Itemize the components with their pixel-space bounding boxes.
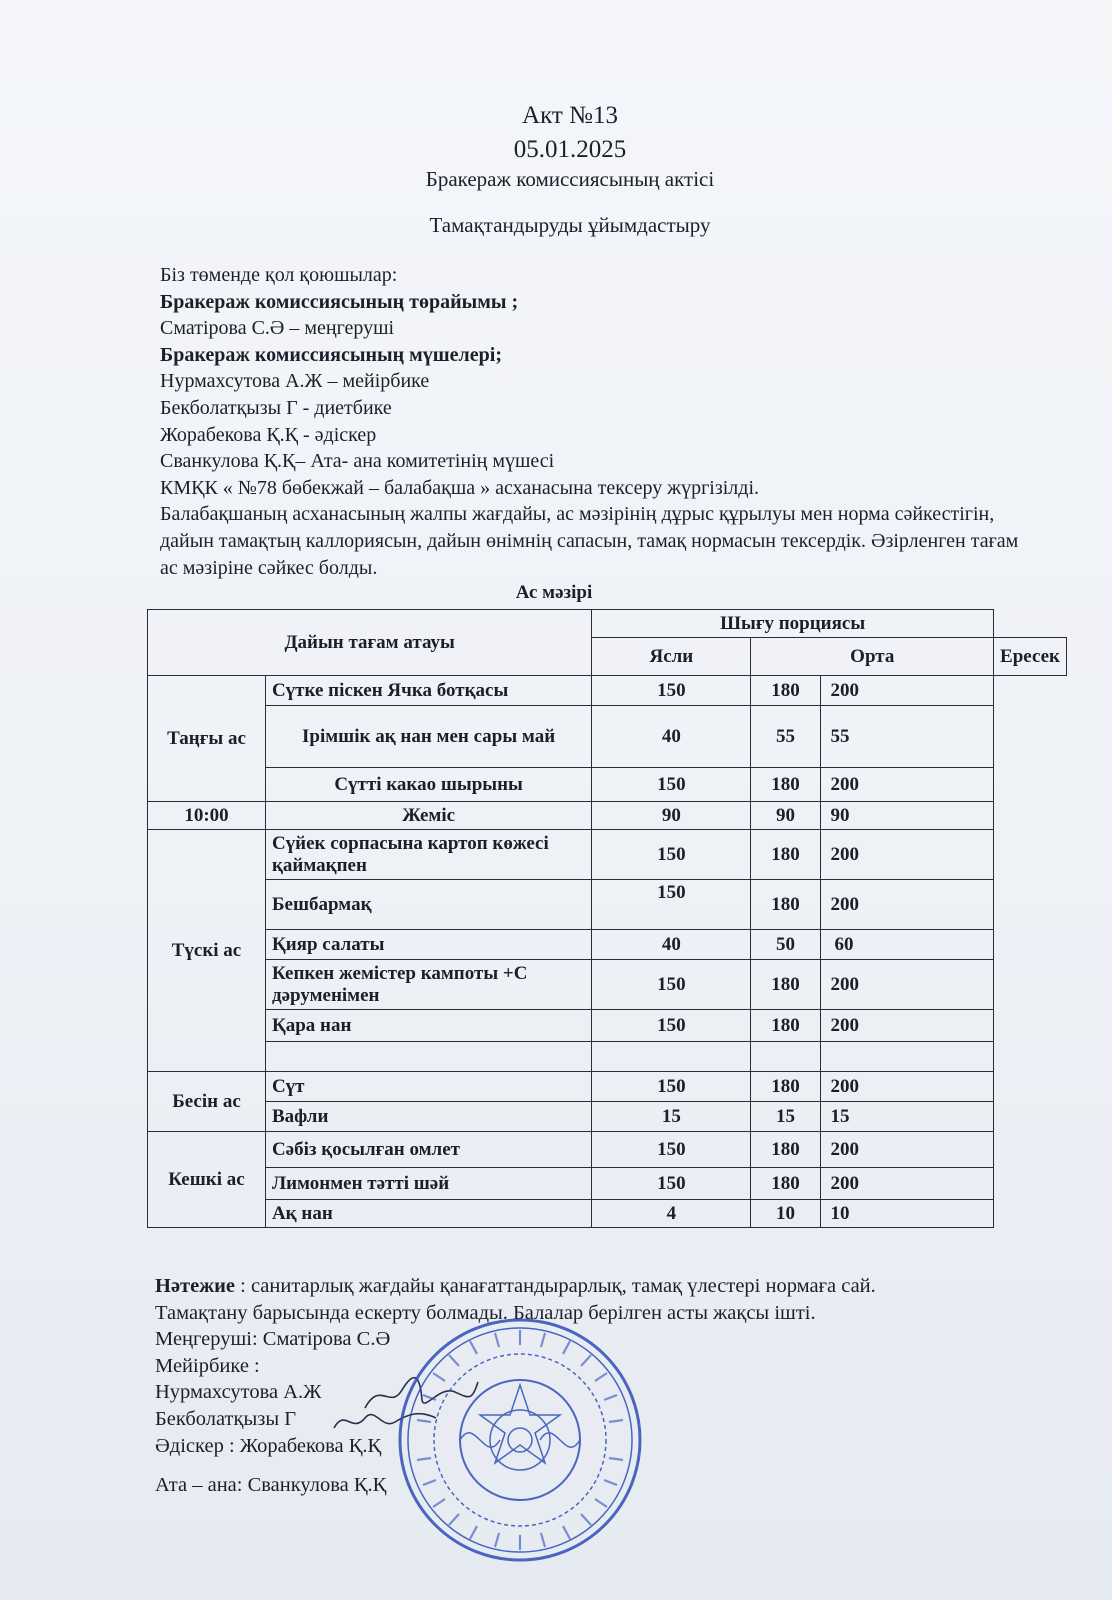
intro-line: Біз төменде қол қоюшылар: [160, 264, 398, 286]
conclusion-line [155, 1273, 1035, 1300]
eresek-cell: 200 [820, 1010, 994, 1042]
orta-cell: 180 [751, 830, 820, 880]
eresek-cell: 200 [820, 1168, 994, 1200]
meal-lunch: Түскі ас [148, 830, 266, 1072]
col-dish-header: Дайын тағам атауы [148, 610, 592, 676]
dish-cell: Ақ нан [265, 1200, 591, 1228]
eresek-cell: 200 [820, 1132, 994, 1168]
dish-cell: Сүйек сорпасына картоп көжесі қаймақпен [265, 830, 591, 880]
meal-breakfast: Таңғы ас [148, 676, 266, 802]
col-eresek-header: Ересек [994, 638, 1067, 676]
intro-paragraph: Балабақшаның асханасының жалпы жағдайы, ас мәзірінің дұрыс құрылуы мен норма сәйкестігін, дайын тамақтың каллориясын, дайын өнімнің сапасын, тамақ нормасын тексердік. Әзірленген тағам ас мәзіріне сәйкес болды. [160, 503, 1019, 579]
dish-cell: Бешбармақ [265, 880, 591, 930]
orta-cell: 180 [751, 768, 820, 802]
eresek-cell: 200 [820, 830, 994, 880]
table-row [148, 830, 1067, 880]
table-row-empty [148, 1042, 1067, 1072]
table-header-row [148, 610, 1067, 638]
official-stamp-icon [395, 1315, 645, 1565]
table-row [148, 1072, 1067, 1102]
dish-cell: Қияр салаты [265, 930, 591, 960]
act-subtitle: Бракераж комиссиясының актісі [425, 167, 715, 191]
yasli-cell: 150 [592, 1072, 751, 1102]
table-row [148, 1200, 1067, 1228]
act-date: 05.01.2025 [513, 136, 627, 163]
dish-cell: Сәбіз қосылған омлет [265, 1132, 591, 1168]
orta-cell: 55 [751, 706, 820, 768]
intro-line: КМҚК « №78 бөбекжай – балабақша » асханасына тексеру жүргізілді. [160, 476, 759, 499]
dish-cell: Қара нан [265, 1010, 591, 1042]
yasli-cell: 150 [592, 960, 751, 1010]
col-yasli-header: Ясли [592, 638, 751, 676]
signature-parent: Ата – ана: Сванкулова Қ.Қ [155, 1474, 387, 1497]
menu-table [147, 609, 1067, 1228]
orta-cell: 15 [751, 1102, 820, 1132]
dish-cell: Жеміс [265, 802, 591, 830]
eresek-cell: 60 [820, 930, 994, 960]
footer-line: Тамақтану барысында ескерту болмады. Балалар берілген асты жақсы ішті. [155, 1301, 816, 1324]
intro-line: Сванкулова Қ.Қ– Ата- ана комитетінің мүшесі [160, 450, 555, 473]
intro-block [160, 262, 1040, 581]
orta-cell: 180 [751, 1010, 820, 1042]
table-row [148, 1102, 1067, 1132]
orta-cell: 180 [751, 960, 820, 1010]
orta-cell: 90 [751, 802, 820, 830]
intro-line: Сматірова С.Ә – меңгеруші [160, 317, 395, 340]
meal-afternoon: Бесін ас [148, 1072, 266, 1132]
empty-cell [820, 1042, 994, 1072]
dish-cell: Лимонмен тәтті шәй [265, 1168, 591, 1200]
table-row [148, 880, 1067, 930]
members-heading: Бракераж комиссиясының мүшелері; [160, 343, 502, 366]
signature-nurse-label: Мейірбике : [155, 1354, 260, 1377]
eresek-cell: 90 [820, 802, 994, 830]
meal-snack-1000: 10:00 [148, 802, 266, 830]
signature-methodist: Әдіскер : Жорабекова Қ.Қ [155, 1434, 382, 1457]
dish-cell: Вафли [265, 1102, 591, 1132]
chair-heading: Бракераж комиссиясының төрайымы ; [160, 290, 519, 313]
conclusion-text: : санитарлық жағдайы қанағаттандырарлық, тамақ үлестері нормаға сай. [235, 1275, 876, 1297]
table-row [148, 706, 1067, 768]
conclusion-label: Нәтежие [155, 1275, 235, 1297]
yasli-cell: 150 [592, 676, 751, 706]
eresek-cell: 200 [820, 676, 994, 706]
eresek-cell: 10 [820, 1200, 994, 1228]
eresek-cell: 200 [820, 768, 994, 802]
orta-cell: 50 [751, 930, 820, 960]
dish-cell: Кепкен жемістер кампоты +С дәруменімен [265, 960, 591, 1010]
empty-cell [751, 1042, 820, 1072]
table-row [148, 1010, 1067, 1042]
dish-cell: Сүт [265, 1072, 591, 1102]
eresek-cell: 200 [820, 1072, 994, 1102]
orta-cell: 180 [751, 1168, 820, 1200]
eresek-cell: 55 [820, 706, 994, 768]
eresek-cell: 200 [820, 960, 994, 1010]
signature-nurse: Нурмахсутова А.Ж [155, 1381, 322, 1404]
eresek-cell: 15 [820, 1102, 994, 1132]
table-row [148, 802, 1067, 830]
orta-cell: 180 [751, 1132, 820, 1168]
menu-title: Ас мәзірі [515, 582, 593, 603]
table-row [148, 676, 1067, 706]
meal-dinner: Кешкі ас [148, 1132, 266, 1228]
signature-dietitian: Бекболатқызы Г [155, 1407, 297, 1430]
signature-head: Меңгеруші: Сматірова С.Ә [155, 1328, 391, 1351]
dish-cell: Сүтті какао шырыны [265, 768, 591, 802]
yasli-cell: 150 [592, 1132, 751, 1168]
empty-cell [592, 1042, 751, 1072]
intro-line: Жорабекова Қ.Қ - әдіскер [160, 423, 377, 446]
yasli-cell: 90 [592, 802, 751, 830]
table-row [148, 1168, 1067, 1200]
act-org-line: Тамақтандыруды ұйымдастыру [429, 213, 711, 237]
table-row [148, 1132, 1067, 1168]
yasli-cell: 40 [592, 706, 751, 768]
yasli-cell: 150 [592, 830, 751, 880]
table-row [148, 768, 1067, 802]
yasli-cell: 150 [592, 1168, 751, 1200]
orta-cell: 180 [751, 880, 820, 930]
col-orta-header: Орта [751, 638, 994, 676]
yasli-cell: 150 [592, 1010, 751, 1042]
yasli-cell: 4 [592, 1200, 751, 1228]
dish-cell: Ірімшік ақ нан мен сары май [265, 706, 591, 768]
orta-cell: 180 [751, 676, 820, 706]
yasli-cell: 15 [592, 1102, 751, 1132]
yasli-cell: 40 [592, 930, 751, 960]
table-row [148, 960, 1067, 1010]
empty-cell [265, 1042, 591, 1072]
intro-line: Бекболатқызы Г - диетбике [160, 396, 392, 419]
orta-cell: 10 [751, 1200, 820, 1228]
dish-cell: Сүтке піскен Ячка ботқасы [265, 676, 591, 706]
eresek-cell: 200 [820, 880, 994, 930]
orta-cell: 180 [751, 1072, 820, 1102]
yasli-cell: 150 [592, 768, 751, 802]
table-row [148, 930, 1067, 960]
yasli-cell: 150 [592, 880, 751, 930]
col-portion-header: Шығу порциясы [592, 610, 994, 638]
act-title: Акт №13 [522, 102, 618, 129]
intro-line: Нурмахсутова А.Ж – мейірбике [160, 370, 430, 393]
